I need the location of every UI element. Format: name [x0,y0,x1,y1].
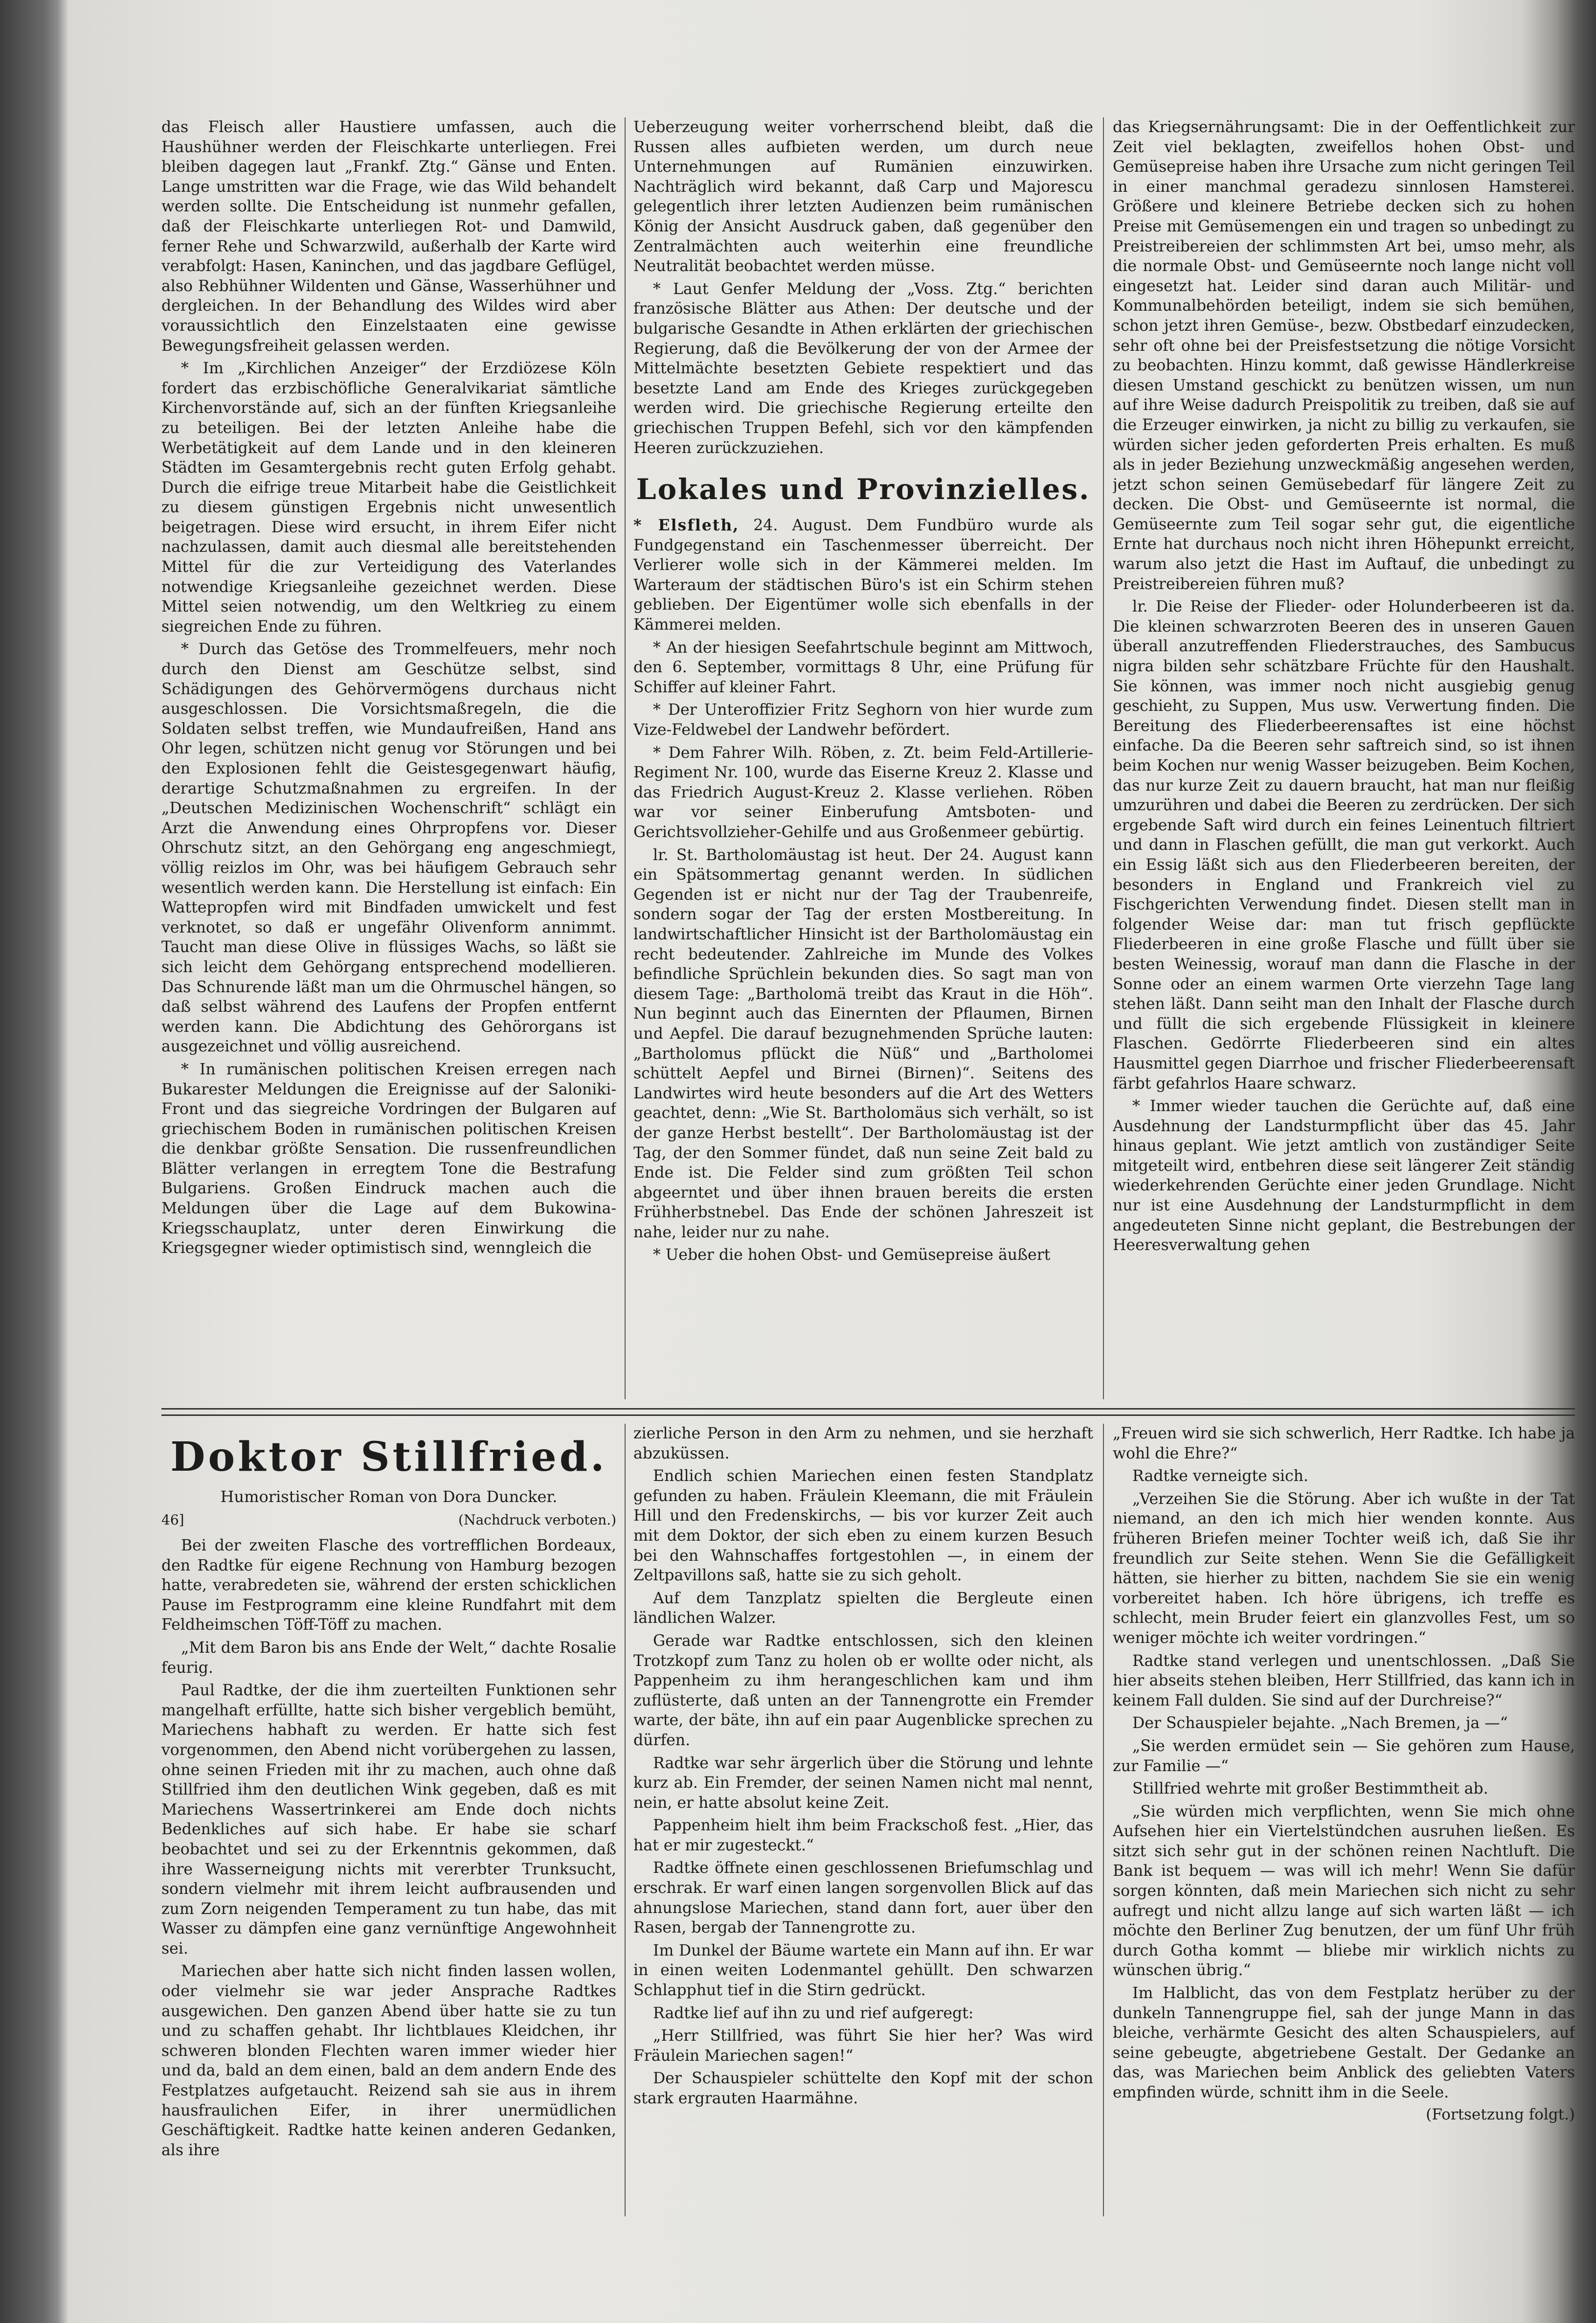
text-paragraph: Ueberzeugung weiter vorherrschend bleibt, daß die Russen alles aufbieten werden, um durch neue Unternehmungen auf Rumänien einzuwirken. Nachträglich wird bekannt, daß Carp und Majorescu gelegentlich ihrer letzten Audienzen beim rumänischen König der Ansicht Ausdruck gaben, daß gegenüber den Zentralmächten auch weiterhin eine freundliche Neutralität beobachtet werden müsse. [633,118,1093,275]
text-paragraph: „Mit dem Baron bis ans Ende der Welt,“ dachte Rosalie feurig. [161,1639,616,1677]
installment-number: 46] [161,1512,184,1528]
text-paragraph: zierliche Person in den Arm zu nehmen, und sie herzhaft abzuküssen. [633,1425,1093,1462]
text-paragraph: „Freuen wird sie sich schwerlich, Herr Radtke. Ich habe ja wohl die Ehre?“ [1113,1425,1575,1462]
text-paragraph: Bei der zweiten Flasche des vortrefflichen Bordeaux, den Radtke für eigene Rechnung von Hamburg bezogen hatte, verabredeten sie, während der ersten schicklichen Pause im Festprogramm eine kleine Rundfahrt mit dem Feldheimschen Töff-Töff zu machen. [161,1537,616,1634]
text-paragraph: Der Schauspieler schüttelte den Kopf mit der schon stark ergrauten Haarmähne. [633,2070,1093,2107]
column-rule [1103,117,1104,1399]
text-paragraph: Im Dunkel der Bäume wartete ein Mann auf ihn. Er war in einen weiten Lodenmantel gehüllt. Den schwarzen Schlapphut tief in die Stirn gedrückt. [633,1941,1093,2000]
feuilleton-divider [161,1408,1575,1416]
feuilleton-column-3 [1113,1424,1575,2226]
column-rule [1103,1424,1104,2216]
text-paragraph: * Laut Genfer Meldung der „Voss. Ztg.“ berichten französische Blätter aus Athen: Der deutsche und der bulgarische Gesandte in Athen erklärten der griechischen Regierung, daß die Bevölkerung der von der Armee der Mittelmächte besetzten Gebiete respektiert und das besetzte Land am Ende des Krieges zurückgegeben werden wird. Die griechische Regierung erteilte den griechischen Truppen Befehl, sich vor den kämpfenden Heeren zurückzuziehen. [633,280,1093,457]
text-paragraph: das Kriegsernährungsamt: Die in der Oeffentlichkeit zur Zeit viel beklagten, zweifellos hohen Obst- und Gemüsepreise haben ihre Ursache zum nicht geringen Teil in einer manchmal geradezu sinnlosen Hamsterei. Größere und kleinere Betriebe decken sich zu hohen Preise mit Gemüsemengen ein und tragen so unbedingt zu Preistreibereien der schlimmsten Art bei, umso mehr, als die normale Obst- und Gemüseernte noch lange nicht voll eingesetzt hat. Leider sind daran auch Militär- und Kommunalbehörden beteiligt, indem sie sich bemühen, schon jetzt ihren Gemüse-, bezw. Obstbedarf einzudecken, sehr oft ohne bei der Preisfestsetzung die nötige Vorsicht zu beobachten. Hinzu kommt, daß gewisse Händlerkreise diesen Umstand geschickt zu benützen wissen, um nun auf ihre Weise dadurch Preispolitik zu treiben, daß sie auf die Erzeuger einwirken, ja nicht zu billig zu verkaufen, sie würden sicher jeden geforderten Preis erhalten. Es muß als in jeder Beziehung unzweckmäßig angesehen werden, jetzt schon seinen Gemüsebedarf für längere Zeit zu decken. Die Obst- und Gemüseernte ist normal, die Gemüseernte zum Teil sogar sehr gut, die eigentliche Ernte hat durchaus noch nicht ihren Höhepunkt erreicht, warum also jetzt die Hast im Auftauf, die unbedingt zu Preistreibereien führen muß? [1113,118,1575,593]
newspaper-page [161,103,1575,2231]
news-column-3 [1113,117,1575,1409]
section-heading-local-news: Lokales und Provinzielles. [636,473,1091,506]
text-paragraph: * An der hiesigen Seefahrtschule beginnt am Mittwoch, den 6. September, vormittags 8 Uhr, eine Prüfung für Schiffer auf kleiner Fahrt. [633,638,1093,696]
text-paragraph: * In rumänischen politischen Kreisen erregen nach Bukarester Meldungen die Ereignisse auf der Saloniki-Front und das siegreiche Vordringen der Bulgaren auf griechischem Boden in rumänischen politischen Kreisen die denkbar größte Sensation. Die russenfreundlichen Blätter verlangen in erregtem Tone die Bestrafung Bulgariens. Großen Eindruck machen auch die Meldungen über die Lage auf dem Bukowina-Kriegsschauplatz, unter deren Einwirkung die Kriegsgegner wieder optimistisch sind, wenngleich die [161,1060,616,1257]
feuilleton-column-1 [161,1424,616,2226]
news-column-2 [633,117,1093,1409]
text-paragraph: Radtke war sehr ärgerlich über die Störung und lehnte kurz ab. Ein Fremder, der seinen Namen nicht mal nennt, nein, er hatte absolut keine Zeit. [633,1754,1093,1812]
text-paragraph: Stillfried wehrte mit großer Bestimmtheit ab. [1132,1780,1488,1798]
text-paragraph: Auf dem Tanzplatz spielten die Bergleute einen ländlichen Walzer. [633,1589,1093,1627]
text-paragraph: Radtke öffnete einen geschlossenen Briefumschlag und erschrak. Er warf einen langen sorgenvollen Blick auf das ahnungslose Mariechen, stand dann fort, auer über den Rasen, bergab der Tannengrotte zu. [633,1859,1093,1937]
text-paragraph: Mariechen aber hatte sich nicht finden lassen wollen, oder vielmehr sie war jeder Ansprache Radtkes ausgewichen. Den ganzen Abend über hatte sie zu tun und zu schaffen gehabt. Ihr lichtblaues Kleidchen, ihr schweren blonden Flechten waren immer wieder hier und da, bald an dem einen, bald an dem andern Ende des Festplatzes aufgetaucht. Reizend sah sie aus in ihrem hausfraulichen Eifer, in ihrer unermüdlichen Geschäftigkeit. Radtke hatte keinen anderen Gedanken, als ihre [161,1962,616,2159]
text-paragraph: Gerade war Radtke entschlossen, sich den kleinen Trotzkopf zum Tanz zu holen ob er wollte oder nicht, als Pappenheim zu ihm herangeschlichen kam und ihm zuflüsterte, daß unten an der Tannengrotte ein Fremder warte, der bäte, ihn auf ein paar Augenblicke sprechen zu dürfen. [633,1632,1093,1749]
column-rule [625,117,626,1399]
continuation-notice: (Fortsetzung folgt.) [1426,2105,1575,2123]
text-paragraph: Radtke lief auf ihn zu und rief aufgeregt: [653,2004,974,2022]
text-paragraph: „Sie würden mich verpflichten, wenn Sie mich ohne Aufsehen hier ein Viertelstündchen ausruhen ließen. Es sitzt sich sehr gut in der schönen reinen Nachtluft. Die Bank ist bequem — was will ich mehr! Wenn Sie dafür sorgen könnten, daß mein Mariechen sich nicht zu sehr aufregt und nicht allzu lange auf sich warten läßt — ich möchte den Berliner Zug benutzen, der um fünf Uhr früh durch Gotha kommt — bliebe mir wirklich nichts zu wünschen übrig.“ [1113,1802,1575,1980]
text-paragraph: * Immer wieder tauchen die Gerüchte auf, daß eine Ausdehnung der Landsturmpflicht über das 45. Jahr hinaus geplant. Wie jetzt amtlich von zuständiger Seite mitgeteilt wird, entbehren diese seit längerer Zeit ständig wiederkehrenden Gerüchte einer jeden Grundlage. Nicht nur ist eine Ausdehnung der Landsturmpflicht in dem angedeuteten Sinne nicht geplant, die Bestrebungen der Heeresverwaltung gehen [1113,1097,1575,1254]
novel-meta [161,1512,616,1528]
dateline: * Elsfleth, [633,516,740,535]
text-paragraph: Radtke stand verlegen und unentschlossen. „Daß Sie hier abseits stehen bleiben, Herr Stillfried, das kann ich in keinem Fall dulden. Sie sind auf der Durchreise?“ [1113,1652,1575,1709]
text-paragraph: Der Schauspieler bejahte. „Nach Bremen, ja —“ [1132,1714,1508,1732]
text-paragraph: Paul Radtke, der die ihm zuerteilten Funktionen sehr mangelhaft erfüllte, hatte sich bisher vergeblich bemüht, Mariechens habhaft zu werden. Er hatte sich fest vorgenommen, den Abend nicht vorübergehen zu lassen, ohne seinen Frieden mit ihr zu machen, auch ohne daß Stillfried ihm den deutlichen Wink gegeben, daß es mit Mariechens Wassertrinkerei am Ende doch nichts Bedenkliches auf sich habe. Er habe sie scharf beobachtet und sei zu der Erkenntnis gekommen, daß ihre Wasserneigung nichts mit vererbter Trunksucht, sondern vielmehr mit ihrem leicht aufbrausenden und zum Zorn neigenden Temperament zu tun habe, das mit Wasser zu dämpfen eine ganz vernünftige Angewohnheit sei. [161,1682,616,1958]
column-rule [625,1424,626,2216]
text-paragraph: * Dem Fahrer Wilh. Röben, z. Zt. beim Feld-Artillerie-Regiment Nr. 100, wurde das Eiserne Kreuz 2. Klasse und das Friedrich August-Kreuz 2. Klasse verliehen. Röben war vor seiner Einberufung Amtsboten- und Gerichtsvollzieher-Gehilfe und aus Großenmeer gebürtig. [633,744,1093,841]
text-paragraph: * Im „Kirchlichen Anzeiger“ der Erzdiözese Köln fordert das erzbischöfliche Generalvikariat sämtliche Kirchenvorstände auf, sich an der fünften Kriegsanleihe zu beteiligen. Bei der letzten Anleihe habe die Werbetätigkeit auf dem Lande und in den kleineren Städten im Gesamtergebnis recht guten Erfolg gehabt. Durch die eifrige treue Mitarbeit habe die Geistlichkeit zu diesem günstigen Ergebnis nicht unwesentlich beigetragen. Diese wird ersucht, in ihrem Eifer nicht nachzulassen, damit auch diesmal alle bereitstehenden Mittel für die zur Verteidigung des Vaterlandes notwendige Kriegsanleihe gezeichnet werden. Diese Mittel seien notwendig, um den Weltkrieg zu einem siegreichen Ende zu führen. [161,360,616,636]
news-paragraph [633,516,1093,635]
text-paragraph: „Sie werden ermüdet sein — Sie gehören zum Hause, zur Familie —“ [1113,1737,1575,1775]
news-column-1 [161,117,616,1409]
text-paragraph: * Ueber die hohen Obst- und Gemüsepreise äußert [653,1246,1051,1264]
text-paragraph: Pappenheim hielt ihm beim Frackschoß fest. „Hier, das hat er mir zugesteckt.“ [633,1817,1093,1854]
rights-notice: (Nachdruck verboten.) [458,1512,616,1528]
text-paragraph: Radtke verneigte sich. [1132,1467,1308,1485]
dateline-text: 24. August. Dem Fundbüro wurde als Fundgegenstand ein Taschenmesser überreicht. Der Verlierer wolle sich in der Kämmerei melden. Im Warteraum der städtischen Büro's ist ein Schirm stehen geblieben. Der Eigentümer wolle sich ebenfalls in der Kämmerei melden. [633,517,1093,634]
text-paragraph: * Durch das Getöse des Trommelfeuers, mehr noch durch den Dienst am Geschütze selbst, sind Schädigungen des Gehörvermögens durchaus nicht ausgeschlossen. Die Vorsichtsmaßregeln, die die Soldaten selbst treffen, wie Mundaufreißen, Hand ans Ohr legen, schützen nicht genug vor Störungen und bei den Explosionen fehlt die Geistesgegenwart häufig, derartige Schutzmaßnahmen zu ergreifen. In der „Deutschen Medizinischen Wochenschrift“ schlägt ein Arzt die Anwendung eines Ohrpropfens vor. Dieser Ohrschutz sitzt, an den Gehörgang eng angeschmiegt, völlig reizlos im Ohr, was bei häufigem Gebrauch sehr wesentlich werden kann. Die Herstellung ist einfach: Ein Wattepropfen wird mit Bindfaden umwickelt und fest verknotet, so daß er ungefähr Olivenform annimmt. Taucht man diese Olive in flüssiges Wachs, so läßt sie sich leicht dem Gehörgang entsprechend modellieren. Das Schnurende läßt man um die Ohrmuschel hängen, so daß selbst während des Laufens der Propfen entfernt werden kann. Die Abdichtung des Gehörorgans ist ausgezeichnet und völlig ausreichend. [161,640,616,1056]
text-paragraph: * Der Unteroffizier Fritz Seghorn von hier wurde zum Vize-Feldwebel der Landwehr befördert. [633,701,1093,739]
feuilleton-column-2 [633,1424,1093,2226]
text-paragraph: „Herr Stillfried, was führt Sie hier her? Was wird Fräulein Mariechen sagen!“ [633,2027,1093,2065]
text-paragraph: „Verzeihen Sie die Störung. Aber ich wußte in der Tat niemand, an den ich mich hier wenden konnte. Aus früheren Briefen meiner Tochter weiß ich, daß Sie ihr freundlich zur Seite stehen. Wenn Sie die Gefälligkeit hätten, sie hierher zu bitten, nachdem Sie sie ein wenig vorbereitet haben. Ich höre übrigens, ich treffe es schlecht, mein Bruder feiert ein glanzvolles Fest, um so weniger möchte ich weiter vordringen.“ [1113,1490,1575,1647]
text-paragraph: lr. Die Reise der Flieder- oder Holunderbeeren ist da. Die kleinen schwarzroten Beeren des in unseren Gauen überall anzutreffenden Fliederstrauches, des Sambucus nigra bilden sehr schätzbare Früchte für den Haushalt. Sie können, was immer noch nicht ausgiebig genug geschieht, zu Suppen, Mus usw. Verwertung finden. Die Bereitung des Fliederbeerensaftes ist eine höchst einfache. Da die Beeren sehr saftreich sind, so ist ihnen beim Kochen nur wenig Wasser beizugeben. Beim Kochen, das nur kurze Zeit zu dauern braucht, hat man nur fleißig umzurühren und dabei die Beeren zu zerdrücken. Der sich ergebende Saft wird durch ein feines Leinentuch filtriert und dann in Flaschen gefüllt, die man gut verkorkt. Auch ein Essig läßt sich aus den Fliederbeeren bereiten, der besonders in England und Frankreich viel zu Fischgerichten Verwendung findet. Diesen stellt man in folgender Weise dar: man tut frisch gepflückte Fliederbeeren in eine große Flasche und füllt über sie besten Weinessig, worauf man dann die Flasche in der Sonne oder an einem warmen Orte vierzehn Tage lang stehen läßt. Dann seiht man den Inhalt der Flasche durch und füllt die sich ergebende Flüssigkeit in kleinere Flaschen. Gedörrte Fliederbeeren sind ein altes Hausmittel gegen Diarrhoe und frischer Fliederbeerensaft färbt gefahrlos Haare schwarz. [1113,598,1575,1093]
novel-title: Doktor Stillfried. [170,1434,607,1480]
text-paragraph: das Fleisch aller Haustiere umfassen, auch die Haushühner werden der Fleischkarte unterliegen. Frei bleiben dagegen laut „Frankf. Ztg.“ Gänse und Enten. Lange umstritten war die Frage, wie das Wild behandelt werden sollte. Die Entscheidung ist nunmehr gefallen, daß der Fleischkarte unterliegen Rot- und Damwild, ferner Rehe und Schwarzwild, außerhalb der Karte wird verabfolgt: Hasen, Kaninchen, und das jagdbare Geflügel, also Rebhühner Wildenten und Gänse, Wasserhühner und dergleichen. In der Behandlung des Wildes wird aber voraussichtlich den Einzelstaaten eine gewisse Bewegungsfreiheit gelassen werden. [161,118,616,355]
text-paragraph: Endlich schien Mariechen einen festen Standplatz gefunden zu haben. Fräulein Kleemann, die mit Fräulein Hill und den Fredenskirchs, — bis vor kurzer Zeit auch mit dem Doktor, der sich eben zu einem kurzen Besuch bei den Wahnschaffes fortgestohlen —, in einem der Zeltpavillons saß, hatte sie zu sich geholt. [633,1467,1093,1585]
text-paragraph: Im Halblicht, das von dem Festplatz herüber zu der dunkeln Tannengruppe fiel, sah der junge Mann in das bleiche, verhärmte Gesicht des alten Schauspielers, auf seine gebeugte, abgetriebene Gestalt. Der Gedanke an das, was Mariechen beim Anblick des geliebten Vaters empfinden würde, schnitt ihm in die Seele. [1113,1984,1575,2101]
novel-subtitle: Humoristischer Roman von Dora Duncker. [220,1487,558,1506]
text-paragraph: lr. St. Bartholomäustag ist heut. Der 24. August kann ein Spätsommertag genannt werden. In südlichen Gegenden ist er nicht nur der Tag der Traubenreife, sondern sogar der Tag der ersten Mostbereitung. In landwirtschaftlicher Hinsicht ist der Bartholomäustag ein recht bedeutender. Zahlreiche im Munde des Volkes befindliche Sprüchlein bekunden dies. So sagt man von diesem Tage: „Bartholomä treibt das Kraut in die Höh“. Nun beginnt auch das Einernten der Pflaumen, Birnen und Aepfel. Die darauf bezugnehmenden Sprüche lauten: „Bartholomus pflückt die Nüß“ und „Bartholomei schüttelt Aepfel und Birnei (Birnen)“. Seitens des Landwirtes wird heute besonders auf die Art des Wetters geachtet, denn: „Wie St. Bartholomäus sich verhält, so ist der ganze Herbst bestellt“. Der Bartholomäustag ist der Tag, der den Sommer fündet, daß nun seine Zeit bald zu Ende ist. Die Felder sind zum größten Teil schon abgeerntet und über ihnen brauen bereits die ersten Frühherbstnebel. Das Ende der schönen Jahreszeit ist nahe, leider nur zu nahe. [633,846,1093,1241]
